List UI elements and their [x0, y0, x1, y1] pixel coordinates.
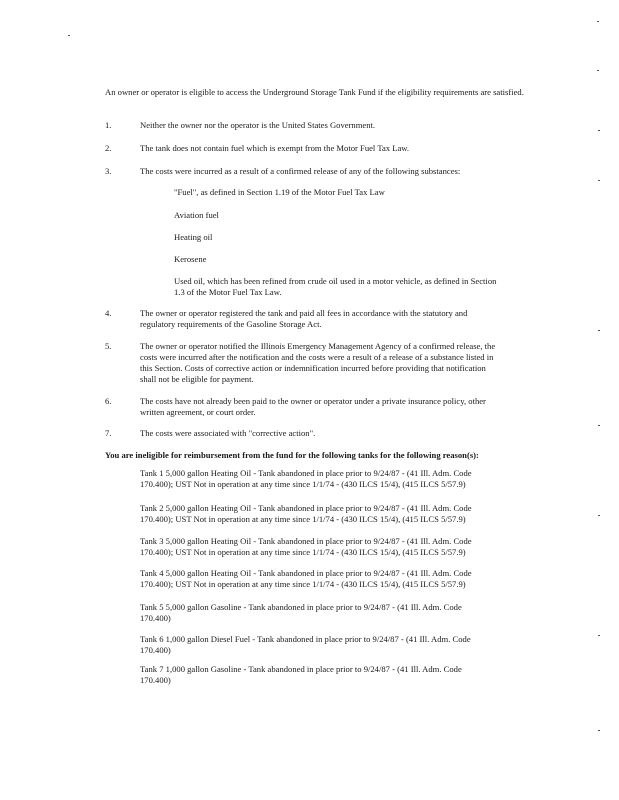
scan-speck: [598, 180, 600, 181]
requirement-number: 5.: [105, 341, 112, 351]
tank-entry: Tank 4 5,000 gallon Heating Oil - Tank abandoned in place prior to 9/24/87 - (41 Ill. Adm. Code: [140, 568, 472, 578]
scan-speck: [598, 425, 600, 426]
tank-entry: Tank 6 1,000 gallon Diesel Fuel - Tank abandoned in place prior to 9/24/87 - (41 Ill. Adm. Code: [140, 634, 471, 644]
tank-entry-continued: 170.400); UST Not in operation at any time since 1/1/74 - (430 ILCS 15/4), (415 ILCS 5/57.9): [140, 579, 466, 589]
tank-entry-continued: 170.400): [140, 613, 171, 623]
requirement-text: The costs have not already been paid to the owner or operator under a private insurance policy, other: [140, 396, 486, 406]
substance-item: Used oil, which has been refined from crude oil used in a motor vehicle, as defined in Section: [174, 276, 497, 286]
tank-entry: Tank 1 5,000 gallon Heating Oil - Tank abandoned in place prior to 9/24/87 - (41 Ill. Adm. Code: [140, 468, 472, 478]
requirement-number: 3.: [105, 166, 112, 176]
requirement-text: shall not be eligible for payment.: [140, 374, 254, 384]
requirement-text: costs were incurred after the notification and the costs were a result of a release of a substance listed in: [140, 352, 494, 362]
scan-speck: [68, 35, 70, 36]
requirement-number: 4.: [105, 308, 112, 318]
requirement-text: The costs were associated with "corrective action".: [140, 428, 316, 438]
tank-entry-continued: 170.400): [140, 675, 171, 685]
scan-speck: [598, 730, 600, 731]
scan-speck: [597, 21, 599, 22]
scan-speck: [598, 330, 600, 331]
tank-entry-continued: 170.400): [140, 645, 171, 655]
substance-item: Aviation fuel: [174, 210, 219, 220]
tank-entry: Tank 5 5,000 gallon Gasoline - Tank abandoned in place prior to 9/24/87 - (41 Ill. Adm. Code: [140, 602, 462, 612]
tank-entry: Tank 2 5,000 gallon Heating Oil - Tank abandoned in place prior to 9/24/87 - (41 Ill. Adm. Code: [140, 503, 472, 513]
requirement-text: Neither the owner nor the operator is the United States Government.: [140, 120, 376, 130]
scan-speck: [598, 515, 600, 516]
scan-speck: [598, 130, 600, 131]
tank-entry: Tank 7 1,000 gallon Gasoline - Tank abandoned in place prior to 9/24/87 - (41 Ill. Adm. Code: [140, 664, 462, 674]
requirement-number: 1.: [105, 120, 112, 130]
requirement-text: The owner or operator registered the tank and paid all fees in accordance with the statutory and: [140, 308, 468, 318]
tank-entry-continued: 170.400); UST Not in operation at any time since 1/1/74 - (430 ILCS 15/4), (415 ILCS 5/57.9): [140, 479, 466, 489]
requirement-number: 2.: [105, 143, 112, 153]
requirement-number: 7.: [105, 428, 112, 438]
tank-entry-continued: 170.400); UST Not in operation at any time since 1/1/74 - (430 ILCS 15/4), (415 ILCS 5/57.9): [140, 547, 466, 557]
scan-speck: [597, 70, 599, 71]
tank-entry-continued: 170.400); UST Not in operation at any time since 1/1/74 - (430 ILCS 15/4), (415 ILCS 5/57.9): [140, 514, 466, 524]
requirement-text: The costs were incurred as a result of a confirmed release of any of the following substances:: [140, 166, 461, 176]
intro-paragraph: An owner or operator is eligible to access the Underground Storage Tank Fund if the eligibility requirements are satisfied.: [105, 87, 524, 97]
requirement-text: The owner or operator notified the Illinois Emergency Management Agency of a confirmed release, the: [140, 341, 496, 351]
substance-item: Kerosene: [174, 254, 207, 264]
requirement-text: The tank does not contain fuel which is exempt from the Motor Fuel Tax Law.: [140, 143, 410, 153]
substance-item: "Fuel", as defined in Section 1.19 of the Motor Fuel Tax Law: [174, 187, 385, 197]
requirement-text: regulatory requirements of the Gasoline Storage Act.: [140, 319, 322, 329]
substance-item-continued: 1.3 of the Motor Fuel Tax Law.: [174, 287, 282, 297]
scan-speck: [598, 635, 600, 636]
ineligible-heading: You are ineligible for reimbursement from the fund for the following tanks for the following reason(s):: [105, 450, 479, 460]
requirement-number: 6.: [105, 396, 112, 406]
requirement-text: this Section. Costs of corrective action or indemnification incurred before providing that notification: [140, 363, 486, 373]
substance-item: Heating oil: [174, 232, 213, 242]
requirement-text: written agreement, or court order.: [140, 407, 256, 417]
tank-entry: Tank 3 5,000 gallon Heating Oil - Tank abandoned in place prior to 9/24/87 - (41 Ill. Adm. Code: [140, 536, 472, 546]
